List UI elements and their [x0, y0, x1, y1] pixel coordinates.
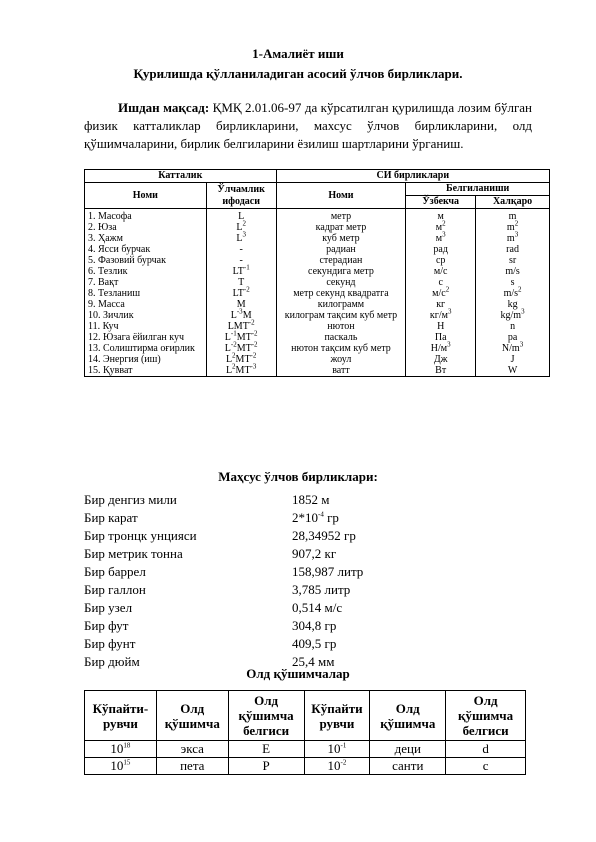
- table-row: [85, 255, 550, 266]
- prefix-header-cell: Олд қўшимча: [156, 691, 228, 741]
- table-row: [85, 288, 550, 299]
- unit-intl-symbol: s: [476, 277, 550, 288]
- unit-si-name: метр секунд квадратга: [276, 288, 406, 299]
- unit-uz-symbol: Па: [406, 332, 476, 343]
- unit-dimension: -: [206, 244, 276, 255]
- prefix-header-cell: Кўпайти рувчи: [304, 691, 370, 741]
- header-name: Номи: [85, 183, 207, 209]
- prefix-cell: с: [446, 758, 526, 775]
- unit-quantity-name: 9. Масса: [85, 299, 207, 310]
- unit-uz-symbol: с: [406, 277, 476, 288]
- prefix-cell: $10^{18}$: [85, 741, 157, 758]
- table-row: [85, 343, 550, 354]
- unit-uz-symbol: Н: [406, 321, 476, 332]
- special-unit-value: $2*10^{-4}$ гр: [292, 510, 339, 525]
- unit-quantity-name: 12. Юзага ёйилган куч: [85, 332, 207, 343]
- unit-uz-symbol: $м/с^2$: [406, 288, 476, 299]
- table-row: [85, 321, 550, 332]
- special-unit-value: 907,2 кг: [292, 546, 337, 561]
- unit-quantity-name: 6. Тезлик: [85, 266, 207, 277]
- unit-dimension: L: [206, 209, 276, 223]
- unit-quantity-name: 7. Вақт: [85, 277, 207, 288]
- header-international: Халқаро: [476, 196, 550, 209]
- unit-intl-symbol: kg: [476, 299, 550, 310]
- page-subtitle: Қурилишда қўлланиладиган асосий ўлчов бирликлари.: [133, 66, 463, 81]
- unit-si-name: килограм тақсим куб метр: [276, 310, 406, 321]
- prefix-cell: $10^{-1}$: [304, 741, 370, 758]
- table-row: [85, 244, 550, 255]
- prefix-header-cell: Кўпайти-рувчи: [85, 691, 157, 741]
- list-item: [84, 527, 544, 545]
- special-units-title: Маҳсус ўлчов бирликлари:: [218, 469, 378, 484]
- table-row: [85, 758, 526, 775]
- header-dimension: Ўлчамлик ифодаси: [206, 183, 276, 209]
- unit-quantity-name: 13. Солиштирма оғирлик: [85, 343, 207, 354]
- unit-intl-symbol: J: [476, 354, 550, 365]
- header-symbol: Белгиланиши: [406, 183, 550, 196]
- unit-si-name: стерадиан: [276, 255, 406, 266]
- unit-si-name: ватт: [276, 365, 406, 377]
- purpose-text: ҚМҚ 2.01.06-97 да кўрсатилган қурилишда лозим бўлган физик катталиклар бирликларини, махсус ўлчов бирликларини, олд қўшимчаларини, бирлик белгиларини ёзилиш шартларини ўрганиш.: [84, 100, 533, 151]
- list-item: [84, 563, 544, 581]
- unit-uz-symbol: $Н/м^3$: [406, 343, 476, 354]
- unit-intl-symbol: $m/s^2$: [476, 288, 550, 299]
- unit-quantity-name: 2. Юза: [85, 222, 207, 233]
- list-item: [84, 635, 544, 653]
- unit-dimension: $L^3$: [206, 233, 276, 244]
- unit-dimension: T: [206, 277, 276, 288]
- table-row: [85, 277, 550, 288]
- unit-dimension: $L^{-3}M$: [206, 310, 276, 321]
- unit-uz-symbol: $кг/м^3$: [406, 310, 476, 321]
- table-row: [85, 233, 550, 244]
- unit-intl-symbol: rad: [476, 244, 550, 255]
- table-row: [85, 365, 550, 377]
- unit-si-name: секундига метр: [276, 266, 406, 277]
- special-unit-value: 1852 м: [292, 492, 330, 507]
- unit-uz-symbol: $м^3$: [406, 233, 476, 244]
- prefix-header-cell: Олд қўшимча белгиси: [228, 691, 304, 741]
- units-table-body: [85, 209, 550, 377]
- prefix-cell: санти: [370, 758, 446, 775]
- special-unit-value: 304,8 гр: [292, 618, 337, 633]
- unit-intl-symbol: n: [476, 321, 550, 332]
- page-title: 1-Амалиёт иши: [252, 46, 344, 61]
- prefix-cell: Р: [228, 758, 304, 775]
- prefixes-table-body: [85, 741, 526, 775]
- unit-uz-symbol: м: [406, 209, 476, 223]
- unit-si-name: нютон: [276, 321, 406, 332]
- unit-uz-symbol: рад: [406, 244, 476, 255]
- special-unit-label: Бир узел: [84, 600, 133, 615]
- unit-quantity-name: 3. Ҳажм: [85, 233, 207, 244]
- prefix-cell: деци: [370, 741, 446, 758]
- table-row: [85, 332, 550, 343]
- unit-dimension: $L^2MT^{-2}$: [206, 354, 276, 365]
- prefixes-title: Олд қўшимчалар: [246, 666, 350, 681]
- unit-quantity-name: 5. Фазовий бурчак: [85, 255, 207, 266]
- purpose-label: Ишдан мақсад:: [118, 100, 210, 115]
- prefix-cell: $10^{15}$: [85, 758, 157, 775]
- unit-si-name: нютон тақсим куб метр: [276, 343, 406, 354]
- list-item: [84, 509, 544, 527]
- unit-dimension: $LT^{-2}$: [206, 288, 276, 299]
- unit-dimension: M: [206, 299, 276, 310]
- prefix-header-cell: Олд қўшимча: [370, 691, 446, 741]
- table-row: [85, 209, 550, 223]
- unit-si-name: жоул: [276, 354, 406, 365]
- unit-uz-symbol: $м^2$: [406, 222, 476, 233]
- unit-si-name: радиан: [276, 244, 406, 255]
- special-unit-label: Бир дюйм: [84, 654, 140, 669]
- table-row: [85, 222, 550, 233]
- list-item: [84, 545, 544, 563]
- unit-dimension: $L^{-2}MT^{-2}$: [206, 343, 276, 354]
- unit-intl-symbol: $kg/m^3$: [476, 310, 550, 321]
- list-item: [84, 617, 544, 635]
- prefixes-table: [84, 690, 526, 775]
- special-unit-value: 409,5 гр: [292, 636, 337, 651]
- unit-uz-symbol: м/с: [406, 266, 476, 277]
- unit-intl-symbol: W: [476, 365, 550, 377]
- unit-quantity-name: 10. Зичлик: [85, 310, 207, 321]
- unit-intl-symbol: sr: [476, 255, 550, 266]
- header-uzbek: Ўзбекча: [406, 196, 476, 209]
- unit-uz-symbol: Дж: [406, 354, 476, 365]
- unit-intl-symbol: pa: [476, 332, 550, 343]
- prefix-header-cell: Олд қўшимча белгиси: [446, 691, 526, 741]
- unit-si-name: паскаль: [276, 332, 406, 343]
- prefix-cell: Е: [228, 741, 304, 758]
- unit-dimension: $L^2$: [206, 222, 276, 233]
- unit-dimension: $L^{-1}MT^{-2}$: [206, 332, 276, 343]
- unit-intl-symbol: $m^2$: [476, 222, 550, 233]
- unit-dimension: -: [206, 255, 276, 266]
- table-row: [85, 310, 550, 321]
- special-unit-value: 158,987 литр: [292, 564, 364, 579]
- unit-quantity-name: 4. Ясси бурчак: [85, 244, 207, 255]
- unit-si-name: секунд: [276, 277, 406, 288]
- special-unit-label: Бир фунт: [84, 636, 136, 651]
- special-unit-label: Бир метрик тонна: [84, 546, 183, 561]
- special-unit-label: Бир фут: [84, 618, 129, 633]
- special-unit-label: Бир баррел: [84, 564, 146, 579]
- purpose-paragraph: [84, 99, 532, 153]
- special-unit-label: Бир денгиз мили: [84, 492, 177, 507]
- unit-intl-symbol: m/s: [476, 266, 550, 277]
- header-si-units: СИ бирликлари: [276, 170, 549, 183]
- unit-intl-symbol: m: [476, 209, 550, 223]
- header-quantity: Катталик: [85, 170, 277, 183]
- table-row: [85, 354, 550, 365]
- special-units-list: [84, 491, 544, 671]
- unit-uz-symbol: ср: [406, 255, 476, 266]
- special-unit-value: 25,4 мм: [292, 654, 335, 669]
- header-si-name: Номи: [276, 183, 406, 209]
- unit-si-name: метр: [276, 209, 406, 223]
- prefix-cell: пета: [156, 758, 228, 775]
- unit-quantity-name: 8. Тезланиш: [85, 288, 207, 299]
- table-row: [85, 266, 550, 277]
- unit-uz-symbol: кг: [406, 299, 476, 310]
- prefixes-header-row: [85, 691, 526, 741]
- special-unit-value: 0,514 м/с: [292, 600, 343, 615]
- unit-quantity-name: 14. Энергия (иш): [85, 354, 207, 365]
- prefix-cell: d: [446, 741, 526, 758]
- unit-quantity-name: 11. Куч: [85, 321, 207, 332]
- special-unit-value: 28,34952 гр: [292, 528, 356, 543]
- unit-si-name: куб метр: [276, 233, 406, 244]
- special-unit-label: Бир галлон: [84, 582, 146, 597]
- unit-uz-symbol: Вт: [406, 365, 476, 377]
- special-unit-value: 3,785 литр: [292, 582, 351, 597]
- list-item: [84, 581, 544, 599]
- list-item: [84, 599, 544, 617]
- special-unit-label: Бир тронцк унцияси: [84, 528, 197, 543]
- units-table: [84, 169, 550, 377]
- list-item: [84, 491, 544, 509]
- unit-dimension: $LMT^{-2}$: [206, 321, 276, 332]
- prefix-cell: экса: [156, 741, 228, 758]
- unit-si-name: килограмм: [276, 299, 406, 310]
- table-row: [85, 741, 526, 758]
- unit-intl-symbol: $m^3$: [476, 233, 550, 244]
- unit-dimension: $L^2MT^{-3}$: [206, 365, 276, 377]
- unit-intl-symbol: $N/m^3$: [476, 343, 550, 354]
- unit-si-name: кадрат метр: [276, 222, 406, 233]
- table-row: [85, 299, 550, 310]
- prefix-cell: $10^{-2}$: [304, 758, 370, 775]
- unit-dimension: $LT^{-1}$: [206, 266, 276, 277]
- unit-quantity-name: 1. Масофа: [85, 209, 207, 223]
- special-unit-label: Бир карат: [84, 510, 138, 525]
- unit-quantity-name: 15. Қувват: [85, 365, 207, 377]
